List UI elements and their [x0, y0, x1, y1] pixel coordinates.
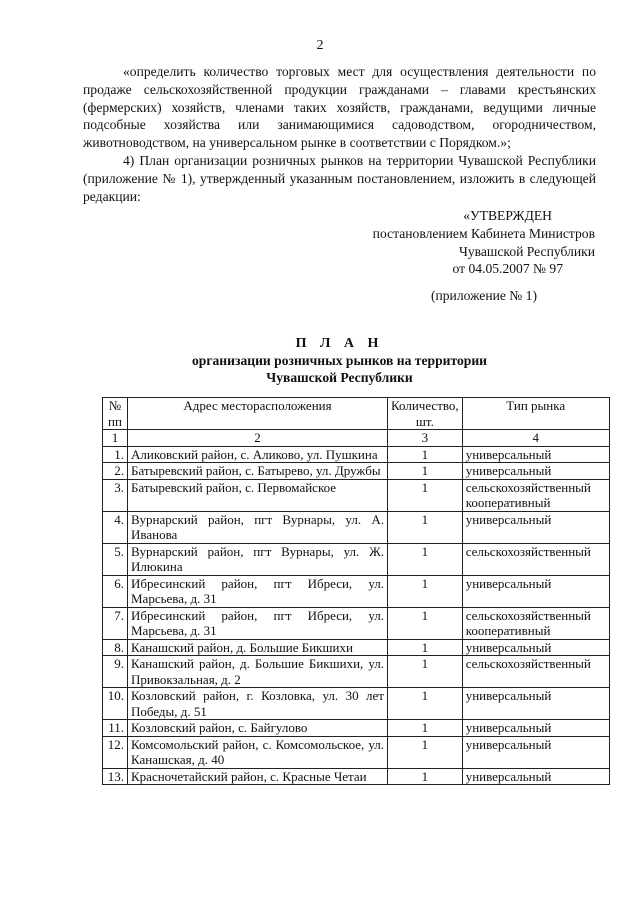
- row-number: 4.: [103, 511, 128, 543]
- document-title: [83, 335, 596, 386]
- row-number: 2.: [103, 463, 128, 480]
- title-line-3: Чувашской Республики: [266, 370, 413, 385]
- column-number: 2: [128, 430, 388, 447]
- row-address: Канашский район, д. Большие Бикшихи: [128, 639, 388, 656]
- title-line-2: организации розничных рынков на территории: [191, 353, 487, 368]
- row-address: Аликовский район, с. Аликово, ул. Пушкина: [128, 446, 388, 463]
- table-row: [103, 656, 610, 688]
- header-num: № пп: [103, 398, 128, 430]
- row-type: универсальный: [462, 575, 609, 607]
- row-quantity: 1: [388, 768, 463, 785]
- row-number: 9.: [103, 656, 128, 688]
- row-quantity: 1: [388, 575, 463, 607]
- row-type: универсальный: [462, 446, 609, 463]
- table-row: [103, 688, 610, 720]
- row-quantity: 1: [388, 463, 463, 480]
- column-number: 4: [462, 430, 609, 447]
- approval-heading: «УТВЕРЖДЕН: [463, 208, 552, 223]
- row-number: 3.: [103, 479, 128, 511]
- header-quantity: Количество, шт.: [388, 398, 463, 430]
- row-quantity: 1: [388, 511, 463, 543]
- row-address: Козловский район, г. Козловка, ул. 30 лет Победы, д. 51: [128, 688, 388, 720]
- table-row: [103, 720, 610, 737]
- row-type: универсальный: [462, 768, 609, 785]
- row-address: Ибресинский район, пгт Ибреси, ул. Марсьева, д. 31: [128, 575, 388, 607]
- table-row: [103, 511, 610, 543]
- approval-issuer: постановлением Кабинета Министров: [372, 225, 595, 241]
- row-address: Комсомольский район, с. Комсомольское, ул. Канашская, д. 40: [128, 736, 388, 768]
- table-row: [103, 736, 610, 768]
- paragraph-quote: «определить количество торговых мест для осуществления деятельности по продаже сельскохозяйственной продукции гражданами – главами крестьянских (фермерских) хозяйств, членами таких хозяйств, гражданами, ведущими личные подсобные хозяйства или занимающимися садоводством, огородничеством, животноводством, на универсальном рынке в соответствии с Порядком.»;: [83, 64, 596, 151]
- row-address: Батыревский район, с. Батырево, ул. Дружбы: [128, 463, 388, 480]
- row-type: универсальный: [462, 688, 609, 720]
- approval-date: от 04.05.2007 № 97: [452, 261, 563, 277]
- row-quantity: 1: [388, 446, 463, 463]
- row-quantity: 1: [388, 688, 463, 720]
- row-quantity: 1: [388, 543, 463, 575]
- row-type: универсальный: [462, 736, 609, 768]
- row-quantity: 1: [388, 720, 463, 737]
- title-plan: П Л А Н: [295, 336, 384, 351]
- row-quantity: 1: [388, 736, 463, 768]
- body-text: [83, 63, 596, 205]
- row-type: универсальный: [462, 639, 609, 656]
- row-type: сельскохозяйственный: [462, 656, 609, 688]
- row-number: 7.: [103, 607, 128, 639]
- row-address: Вурнарский район, пгт Вурнары, ул. А. Иванова: [128, 511, 388, 543]
- table-column-numbers: [103, 430, 610, 447]
- row-number: 5.: [103, 543, 128, 575]
- header-type: Тип рынка: [462, 398, 609, 430]
- row-type: универсальный: [462, 511, 609, 543]
- row-number: 13.: [103, 768, 128, 785]
- row-type: сельскохозяйственный кооперативный: [462, 479, 609, 511]
- row-number: 10.: [103, 688, 128, 720]
- table-row: [103, 479, 610, 511]
- table-row: [103, 768, 610, 785]
- row-address: Канашский район, д. Большие Бикшихи, ул. Привокзальная, д. 2: [128, 656, 388, 688]
- table-row: [103, 446, 610, 463]
- row-quantity: 1: [388, 639, 463, 656]
- column-number: 1: [103, 430, 128, 447]
- row-quantity: 1: [388, 656, 463, 688]
- table-header-row: [103, 398, 610, 430]
- table-row: [103, 639, 610, 656]
- approval-stamp: [330, 207, 595, 278]
- row-number: 6.: [103, 575, 128, 607]
- row-number: 8.: [103, 639, 128, 656]
- row-type: сельскохозяйственный: [462, 543, 609, 575]
- approval-republic: Чувашской Республики: [459, 243, 595, 259]
- row-number: 12.: [103, 736, 128, 768]
- header-address: Адрес месторасположения: [128, 398, 388, 430]
- paragraph-item-4: 4) План организации розничных рынков на территории Чувашской Республики (приложение № 1), утвержденный указанным постановлением, изложить в следующей редакции:: [83, 152, 596, 204]
- row-type: универсальный: [462, 720, 609, 737]
- row-type: универсальный: [462, 463, 609, 480]
- row-quantity: 1: [388, 607, 463, 639]
- appendix-note: (приложение № 1): [430, 288, 537, 303]
- row-address: Красночетайский район, с. Красные Четаи: [128, 768, 388, 785]
- row-address: Батыревский район, с. Первомайское: [128, 479, 388, 511]
- row-number: 1.: [103, 446, 128, 463]
- row-number: 11.: [103, 720, 128, 737]
- markets-table: [102, 397, 610, 785]
- row-address: Вурнарский район, пгт Вурнары, ул. Ж. Илюкина: [128, 543, 388, 575]
- table-row: [103, 575, 610, 607]
- table-row: [103, 463, 610, 480]
- row-quantity: 1: [388, 479, 463, 511]
- table-row: [103, 543, 610, 575]
- table-row: [103, 607, 610, 639]
- row-type: сельскохозяйственный кооперативный: [462, 607, 609, 639]
- column-number: 3: [388, 430, 463, 447]
- row-address: Козловский район, с. Байгулово: [128, 720, 388, 737]
- row-address: Ибресинский район, пгт Ибреси, ул. Марсьева, д. 31: [128, 607, 388, 639]
- page-number: 2: [316, 38, 324, 53]
